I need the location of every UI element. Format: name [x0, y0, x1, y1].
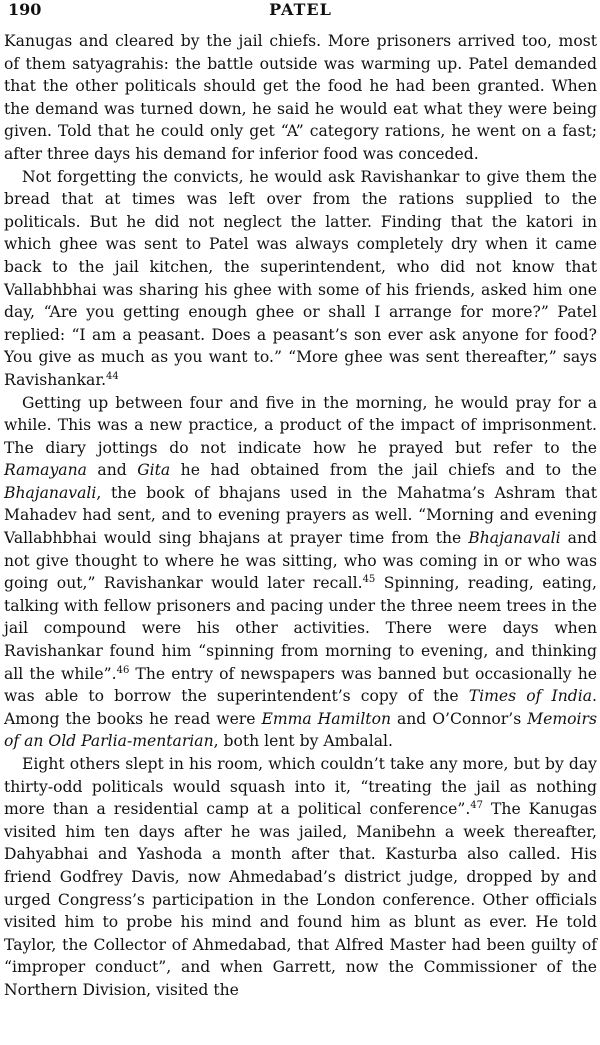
page-number: 190 [8, 0, 42, 19]
italic-title: Times of India [468, 687, 593, 706]
body-text [4, 30, 597, 1002]
text-run: . Among the books he read were [4, 687, 597, 728]
paragraph [4, 392, 597, 754]
text-run: he had obtained from the jail chiefs and to the [170, 461, 597, 480]
text-run: and [86, 461, 138, 480]
italic-title: Bhajanavali [4, 483, 97, 502]
text-run: , the book of bhajans used in the Mahatma’s Ashram that Mahadev had sent, and to evening prayers as well. “Morning and evening Vallabhbhai would sing bhajans at prayer time from the [4, 483, 597, 548]
page-header [4, 0, 597, 30]
footnote-marker: 46 [116, 664, 130, 676]
italic-title: Ramayana [4, 461, 87, 480]
italic-title: Gita [137, 461, 171, 480]
running-head: PATEL [269, 0, 332, 19]
italic-title: Bhajanavali [468, 529, 561, 548]
paragraph [4, 166, 597, 392]
paragraph [4, 753, 597, 1002]
italic-title: Emma Hamilton [261, 709, 392, 728]
italic-title: Memoirs of an Old Parlia-mentarian [4, 709, 597, 751]
text-run: , both lent by Ambalal. [213, 732, 393, 751]
text-run: Getting up between four and five in the morning, he would pray for a while. This was a new practice, a product of the impact of imprisonment. The diary jottings do not indicate how he prayed but refer to the [4, 393, 597, 457]
text-run: Spinning, reading, eating, talking with fellow prisoners and pacing under the three neem trees in the jail compound were his other activities. There were days when Ravishankar found him “spinning from morning to evening, and thinking all the while”. [4, 574, 597, 683]
text-run: Not forgetting the convicts, he would ask Ravishankar to give them the bread that at times was left over from the rations supplied to the politicals. But he did not neglect the latter. Finding that the katori in which ghee was sent to Patel was always completely dry when it came back to the jail kitchen, the superintendent, who did not know that Vallabhbhai was sharing his ghee with some of his friends, asked him one day, “Are you getting enough ghee or shall I arrange for more?” Patel replied: “I am a peasant. Does a peasant’s son ever ask anyone for food? You give as much as you want to.” “More ghee was sent thereafter,” says Ravishankar. [4, 167, 597, 389]
footnote-marker: 47 [470, 800, 484, 812]
text-run: Kanugas and cleared by the jail chiefs. More prisoners arrived too, most of them satyagrahis: the battle outside was warming up. Patel demanded that the other politicals should get the food he had been granted. When the demand was turned down, he said he would eat what they were being given. Told that he could only get “A” category rations, he went on a fast; after three days his demand for inferior food was conceded. [4, 32, 597, 163]
footnote-marker: 44 [106, 370, 119, 382]
text-run: Eight others slept in his room, which couldn’t take any more, but by day thirty-odd politicals would squash into it, “treating the jail as nothing more than a residential camp at a political conference”. [4, 755, 597, 819]
text-run: and O’Connor’s [391, 709, 528, 728]
text-run: The entry of newspapers was banned but occasionally he was able to borrow the superintendent’s copy of the [4, 664, 597, 706]
text-run: and not give thought to where he was sitting, who was coming in or who was going out,” Ravishankar would later recall. [4, 529, 597, 593]
footnote-marker: 45 [362, 574, 376, 586]
paragraph [4, 30, 597, 166]
text-run: The Kanugas visited him ten days after he was jailed, Manibehn a week thereafter, Dahyabhai and Yashoda a month after that. Kasturba also called. His friend Godfrey Davis, now Ahmedabad’s district judge, dropped by and urged Congress’s participation in the London conference. Other officials visited him to probe his mind and found him as blunt as ever. He told Taylor, the Collector of Ahmedabad, that Alfred Master had been guilty of “improper conduct”, and when Garrett, now the Commissioner of the Northern Division, visited the [4, 800, 597, 999]
